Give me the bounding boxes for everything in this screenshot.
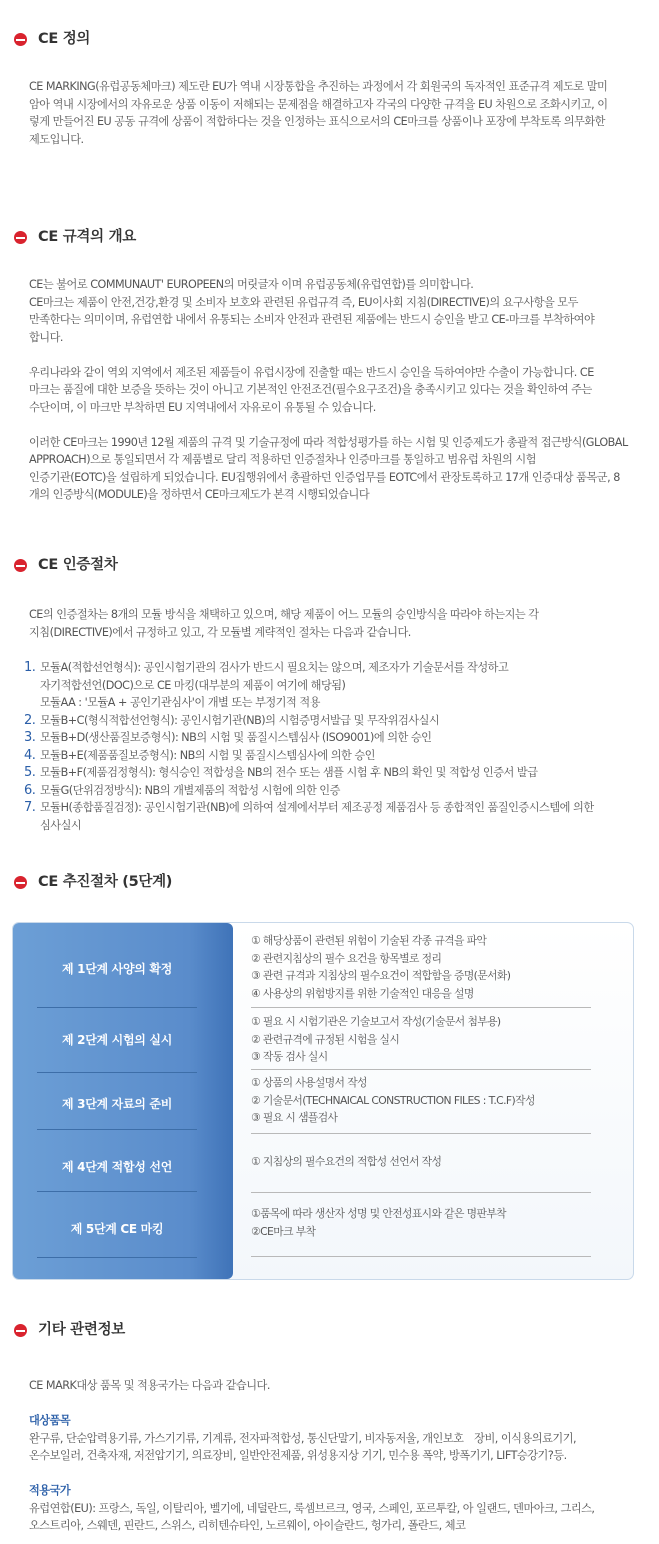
list-item: 7. 모듈H(종합품질검정): 공인시험기관(NB)에 의하여 설계에서부터 제조공정 제품검사 등 종합적인 품질인증시스템에 의한 <box>24 800 594 815</box>
red-bullet-icon <box>14 33 27 46</box>
detail-divider <box>251 1069 591 1070</box>
list-item: 4. 모듈B+E(제품품질보증형식): NB의 시험 및 품질시스템심사에 의한 승인 <box>24 747 375 763</box>
detail-divider <box>251 1256 591 1257</box>
etc-text: CE MARK대상 품목 및 적용국가는 다음과 같습니다. 대상품목 완구류, 단순압력용기류, 가스기기류, 기계류, 전자파적합성, 통신단말기, 비자동저울, 개인보호 장비, 이식용의료기기, 온수보일러, 건축자재, 저전압기기, 의료장비, 일반안전제품, 위성용지상 기기, 민수용 폭약, 방폭기기, LIFT승강기?등. 적용국가 유럽연합(EU): 프랑스, 독일, 이탈리아, 벨기에, 네덜란드, 룩셈브르크, 영국, 스페인, 포르투칼, 아 일랜드, 덴마아크, 그리스, 오스트리아, 스웨덴, 핀란드, 스위스, 리히텐슈타인, 노르웨이, 아이슬란드, 헝가리, 폴란드, 체코 <box>29 1377 647 1535</box>
stage-4-details: ① 지침상의 필수요건의 적합성 선언서 작성 <box>251 1155 442 1168</box>
stage-3-label: 제 3단계 자료의 준비 <box>61 1097 173 1112</box>
detail-divider <box>251 1192 591 1193</box>
stage-5-details: ①품목에 따라 생산자 성명 및 안전성표시와 같은 명판부착 ②CE마크 부착 <box>251 1207 506 1238</box>
stage-divider <box>37 1191 197 1192</box>
red-bullet-icon <box>14 559 27 572</box>
section-title-overview: CE 규격의 개요 <box>14 229 136 247</box>
detail-divider <box>251 1007 591 1008</box>
list-item: 1. 모듈A(적합선언형식): 공인시험기관의 검사가 반드시 필요치는 않으며, 제조자가 기술문서를 작성하고 <box>24 660 509 675</box>
section-title-etc: 기타 관련정보 <box>14 1322 125 1340</box>
list-item: 6. 모듈G(단위검정방식): NB의 개별제품의 적합성 시험에 의한 인증 <box>24 782 340 798</box>
section-title-process: CE 추진절차 (5단계) <box>14 874 172 892</box>
section-title-procedure: CE 인증절차 <box>14 557 118 575</box>
stage-2-details: ① 필요 시 시험기관은 기술보고서 작성(기술문서 첨부용) ② 관련규격에 규정된 시험을 실시 ③ 작동 검사 실시 <box>251 1015 501 1064</box>
list-item: 5. 모듈B+F(제품검정형식): 형식승인 적합성을 NB의 전수 또는 샘플 시험 후 NB의 확인 및 적합성 인증서 발급 <box>24 765 538 780</box>
list-item: 3. 모듈B+D(생산품질보증형식): NB의 시험 및 품질시스템심사 (ISO9001)에 의한 승인 <box>24 730 432 745</box>
stage-1-details: ① 해당상품이 관련된 위험이 기술된 각종 규격을 파악 ② 관련지침상의 필수 요건을 항목별로 정리 ③ 관련 규격과 지침상의 필수요건이 적합함을 증명(문서화) ④ 사용상의 위험방지를 위한 기술적인 대응을 설명 <box>251 934 511 1000</box>
overview-text: CE는 불어로 COMMUNAUT' EUROPEEN의 머릿글자 이며 유럽공동체(유럽연합)를 의미합니다. CE마크는 제품이 안전,건강,환경 및 소비자 보호와 관련된 유럽규격 즉, EU이사회 지침(DIRECTIVE)의 요구사항을 모두 만족한다는 의미이며, 유럽연합 내에서 유통되는 소비자 안전과 관련된 제품에는 반드시 승인을 받고 CE-마크를 부착하여야 합니다. 우리나라와 같이 역외 지역에서 제조된 제품들이 유럽시장에 진출할 때는 반드시 승인을 득하여야만 수출이 가능합니다. CE 마크는 품질에 대한 보증을 뜻하는 것이 아니고 기본적인 안전조건(필수요구조건)을 충족시키고 있다는 것을 확인하여 주는 수단이며, 이 마크만 부착하면 EU 지역내에서 자유로이 유통될 수 있습니다. 이러한 CE마크는 1990년 12월 제품의 규격 및 기술규정에 따라 적합성평가를 하는 시험 및 인증제도가 총괄적 접근방식(GLOBAL APPROACH)으로 통일되면서 각 제품별로 달리 적용하던 인증절차나 인증마크를 통일하고 범유럽 차원의 시험 인증기관(EOTC)을 설립하게 되었습니다. EU집행위에서 총괄하던 인증업무를 EOTC에서 관장토록하고 17개 인증대상 품목군, 8 개의 인증방식(MODULE)을 정하면서 CE마크제도가 본격 시행되었습니다 <box>29 278 628 501</box>
list-item: 자기적합선언(DOC)으로 CE 마킹(대부분의 제품이 여기에 해당됨) <box>40 678 346 692</box>
procedure-intro: CE의 인증절차는 8개의 모듈 방식을 채택하고 있으며, 해당 제품이 어느 모듈의 승인방식을 따라야 하는지는 각 지침(DIRECTIVE)에서 규정하고 있고, 각 모듈별 계략적인 절차는 다음과 같습니다. <box>29 608 539 639</box>
red-bullet-icon <box>14 1324 27 1337</box>
red-bullet-icon <box>14 876 27 889</box>
items-heading: 대상품목 <box>29 1414 71 1427</box>
stage-4-label: 제 4단계 적합성 선언 <box>61 1160 173 1175</box>
module-list <box>24 659 644 834</box>
section-title-definition: CE 정의 <box>14 31 90 49</box>
list-item: 2. 모듈B+C(형식적합선언형식): 공인시험기관(NB)의 시험증명서발급 및 무작위검사실시 <box>24 712 440 728</box>
stage-3-details: ① 상품의 사용설명서 작성 ② 기술문서(TECHNAICAL CONSTRUCTION FILES : T.C.F)작성 ③ 필요 시 샘플검사 <box>251 1076 535 1125</box>
stage-divider <box>37 1257 197 1258</box>
process-diagram <box>12 922 634 1280</box>
countries-heading: 적용국가 <box>29 1484 71 1497</box>
stage-5-label: 제 5단계 CE 마킹 <box>70 1222 164 1237</box>
stage-1-label: 제 1단계 사양의 확정 <box>61 962 173 977</box>
red-bullet-icon <box>14 231 27 244</box>
stage-divider <box>37 1072 197 1073</box>
list-item: 모듈AA : '모듈A + 공인기관심사'이 개별 또는 부정기적 적용 <box>40 696 320 709</box>
definition-text: CE MARKING(유럽공동체마크) 제도란 EU가 역내 시장통합을 추진하는 과정에서 각 회원국의 독자적인 표준규격 제도로 말미 암아 역내 시장에서의 자유로운 상품 이동이 저해되는 문제점을 해결하고자 각국의 다양한 규격을 EU 차원으로 조화시키고, 이 렇게 만들어진 EU 공동 규격에 상품이 적합하다는 것을 인정하는 표식으로서의 CE마크를 상품이나 포장에 부착토록 의무화한 제도입니다. <box>29 80 608 146</box>
stage-divider <box>37 1129 197 1130</box>
stage-2-label: 제 2단계 시험의 실시 <box>61 1033 173 1048</box>
stage-divider <box>37 1007 197 1008</box>
list-item: 심사실시 <box>40 818 82 832</box>
detail-divider <box>251 1133 591 1134</box>
